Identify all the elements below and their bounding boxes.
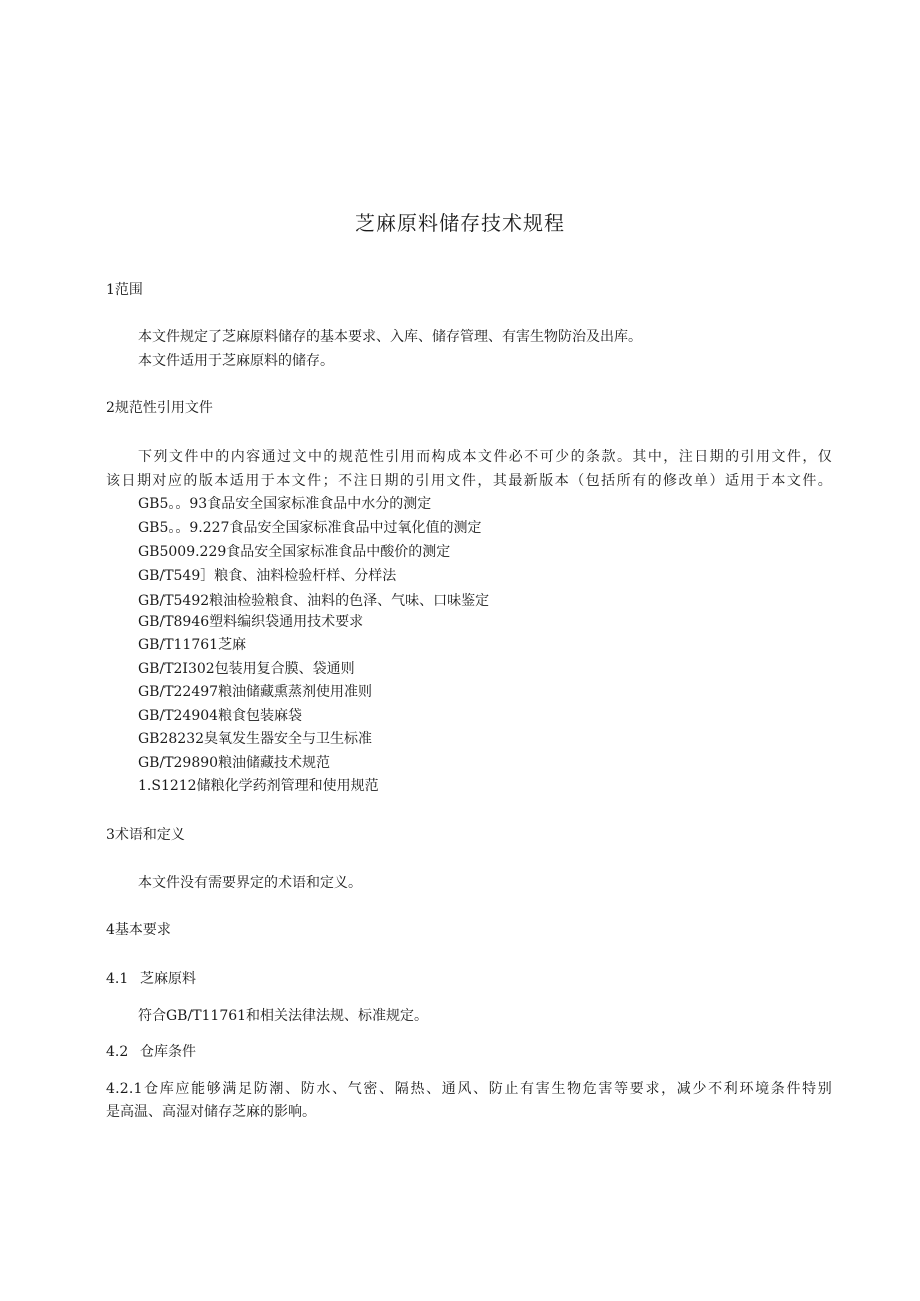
subsection-title: 仓库条件 [140, 1044, 196, 1060]
reference-item: GB/T11761芝麻 [138, 637, 247, 653]
document-title: 芝麻原料储存技术规程 [355, 211, 565, 235]
subsection-heading-warehouse [106, 1042, 196, 1062]
references-intro-line: 下列文件中的内容通过文中的规范性引用而构成本文件必不可少的条款。其中，注日期的引用文件，仅 [138, 449, 832, 465]
reference-item: GB/T2I302包装用复合膜、袋通则 [138, 661, 355, 677]
reference-item: GB/T29890粮油储藏技术规范 [138, 755, 331, 771]
section-heading-basic: 4基本要求 [106, 922, 171, 938]
reference-item: GB/T5492粮油检验粮食、油料的色泽、气味、口味鉴定 [138, 593, 490, 609]
reference-item: GB5009.229食品安全国家标准食品中酸价的测定 [138, 544, 451, 560]
subsection-number: 4.1 [106, 971, 129, 987]
scope-paragraph: 本文件规定了芝麻原料储存的基本要求、入库、储存管理、有害生物防治及出库。 [138, 329, 642, 345]
warehouse-clause-line: 4.2.1仓库应能够满足防潮、防水、气密、隔热、通风、防止有害生物危害等要求，减少不利环境条件特别 [106, 1081, 832, 1097]
reference-item: GB5。。9.227食品安全国家标准食品中过氧化值的测定 [138, 520, 482, 536]
sesame-paragraph: 符合GB/T11761和相关法律法规、标准规定。 [138, 1008, 429, 1024]
section-heading-references: 2规范性引用文件 [106, 400, 213, 416]
reference-item: GB28232臭氧发生器安全与卫生标准 [138, 731, 373, 747]
reference-item: GB/T8946塑料编织袋通用技术要求 [138, 614, 364, 630]
subsection-heading-sesame [106, 969, 196, 989]
reference-item: GB/T549］粮食、油料检验杆样、分样法 [138, 568, 397, 584]
terms-paragraph: 本文件没有需要界定的术语和定义。 [138, 875, 362, 891]
subsection-title: 芝麻原料 [140, 971, 196, 987]
reference-item: GB5。。93食品安全国家标准食品中水分的测定 [138, 496, 432, 512]
references-intro-line: 该日期对应的版本适用于本文件；不注日期的引用文件，其最新版本（包括所有的修改单）适用于本文件。 [106, 473, 832, 489]
reference-item: GB/T22497粮油储藏熏蒸剂使用准则 [138, 684, 373, 700]
reference-item: 1.S1212储粮化学药剂管理和使用规范 [138, 778, 379, 794]
section-heading-terms: 3术语和定义 [106, 827, 185, 843]
subsection-number: 4.2 [106, 1044, 129, 1060]
warehouse-clause-line: 是高温、高湿对储存芝麻的影响。 [106, 1104, 316, 1120]
section-heading-scope: 1范围 [106, 282, 143, 298]
scope-paragraph: 本文件适用于芝麻原料的储存。 [138, 353, 334, 369]
reference-item: GB/T24904粮食包装麻袋 [138, 708, 303, 724]
